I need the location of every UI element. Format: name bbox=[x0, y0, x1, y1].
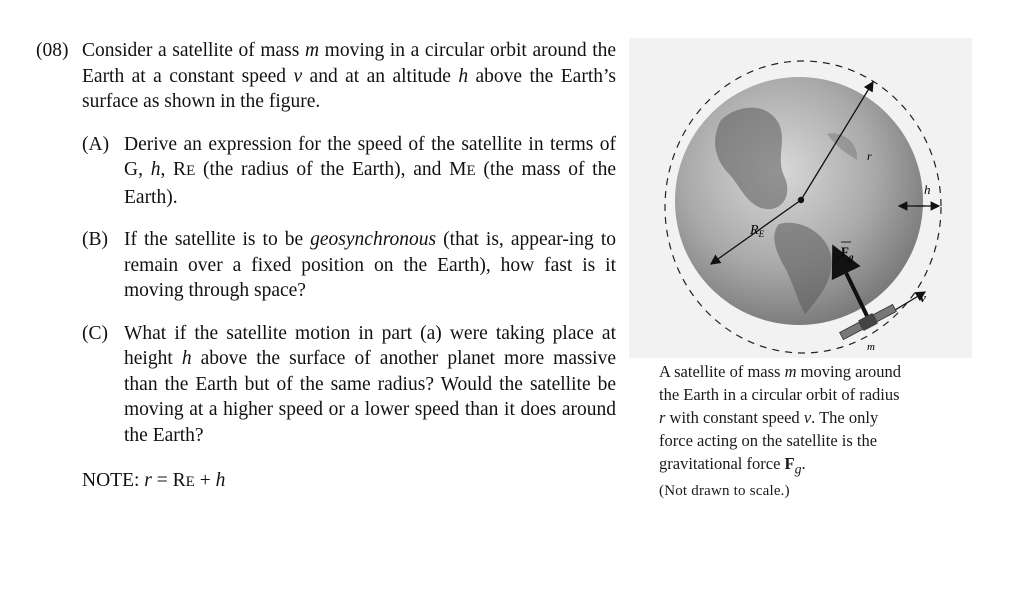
label-m: m bbox=[867, 341, 875, 353]
caption-line-6: (Not drawn to scale.) bbox=[659, 483, 790, 500]
note-line: NOTE: r = RE + h bbox=[82, 470, 226, 491]
question-text: Consider a satellite of mass m moving in a circular orbit around the Earth at a constant speed v and at an altitude h above the Earth’s surface as shown in the figure. bbox=[82, 40, 617, 112]
caption-line-3: r with constant speed v. The only bbox=[659, 408, 879, 427]
part-a bbox=[82, 132, 616, 211]
part-a-label: (A) bbox=[82, 133, 110, 155]
part-b-text: If the satellite is to be geosynchronous (that is, appear-ing to remain over a fixed position on the Earth), how fast is it moving through space? bbox=[124, 229, 616, 301]
caption-line-2: the Earth in a circular orbit of radius bbox=[659, 385, 900, 404]
question-stem bbox=[36, 38, 616, 115]
problem-block bbox=[36, 38, 616, 496]
part-b bbox=[82, 227, 616, 304]
part-c-label: (C) bbox=[82, 322, 108, 344]
part-c bbox=[82, 321, 616, 449]
caption-line-5: gravitational force $F_g$. bbox=[659, 454, 806, 477]
satellite-figure bbox=[629, 38, 972, 500]
label-re: $R_E$ bbox=[750, 223, 765, 239]
label-v: v bbox=[920, 290, 926, 305]
question-number: (08) bbox=[36, 40, 69, 61]
figure-caption bbox=[659, 360, 971, 503]
part-a-text: Derive an expression for the speed of the satellite in terms of G, h, RE (the radius of the Earth), and ME (the mass of the Earth). bbox=[124, 133, 616, 208]
part-c-text: What if the satellite motion in part (a) were taking place at height h above the surface of another planet more massive than the Earth but of the same radius? Would the satellite be moving at a higher speed or a lower speed than it does around the Earth? bbox=[124, 322, 616, 446]
caption-line-4: force acting on the satellite is the bbox=[659, 431, 878, 450]
earth-center-dot bbox=[798, 197, 804, 203]
caption-line-1: A satellite of mass m moving around bbox=[659, 362, 901, 381]
label-h: h bbox=[924, 182, 931, 197]
part-b-label: (B) bbox=[82, 229, 108, 250]
label-fg: $F_g$ bbox=[841, 244, 854, 262]
label-r: r bbox=[867, 149, 872, 163]
orbit-diagram bbox=[629, 38, 972, 358]
